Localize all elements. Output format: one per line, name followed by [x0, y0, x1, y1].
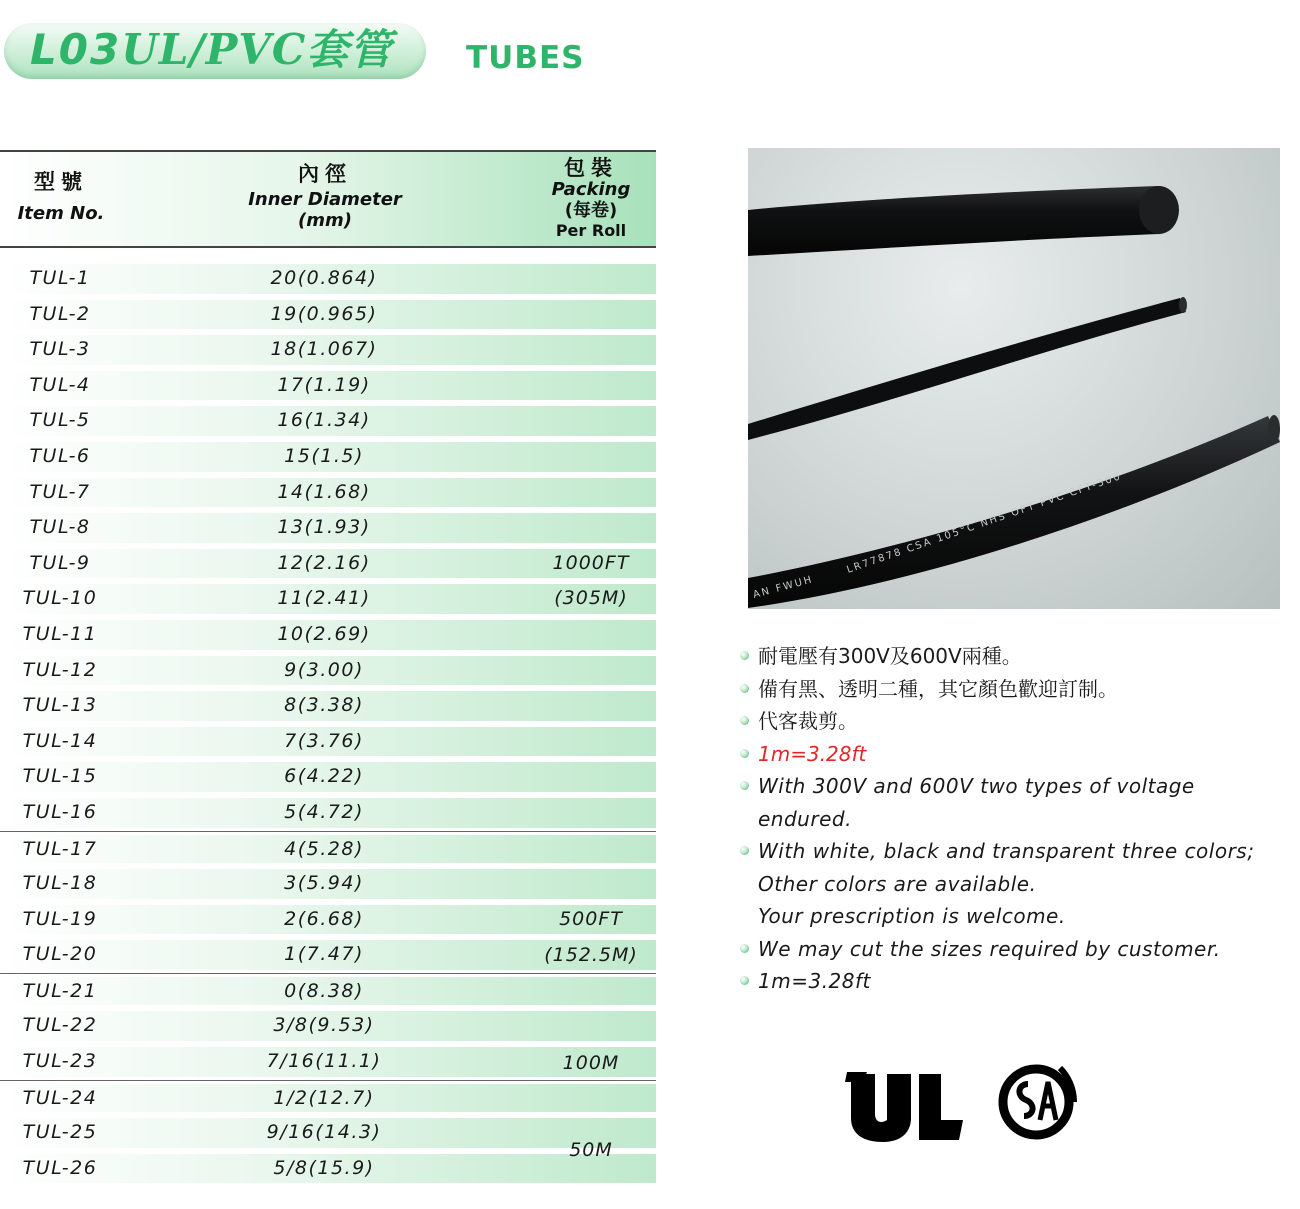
cell-item-no: TUL-23: [22, 1050, 98, 1073]
cell-item-no: TUL-12: [22, 658, 98, 681]
header-packing: 包裝 Packing (每卷) Per Roll: [551, 156, 631, 240]
bullet-icon: [740, 684, 749, 693]
table-row: [0, 759, 656, 795]
cell-inner-diameter: 1(7.47): [284, 943, 364, 966]
cell-item-no: TUL-19: [22, 907, 98, 930]
cell-inner-diameter: 3/8(9.53): [273, 1014, 375, 1037]
packing-152m: (152.5M): [544, 943, 638, 966]
table-row: [0, 261, 656, 297]
cell-item-no: TUL-11: [22, 622, 98, 645]
tube-printed-end: [1268, 415, 1280, 443]
cell-inner-diameter: 5/8(15.9): [273, 1156, 375, 1179]
title-code: L03: [30, 25, 122, 74]
cell-inner-diameter: 9(3.00): [284, 658, 364, 681]
cell-inner-diameter: 20(0.864): [270, 267, 378, 289]
cell-item-no: TUL-16: [22, 800, 98, 823]
tube-thin: [748, 298, 1186, 440]
cell-inner-diameter: 11(2.41): [277, 587, 371, 610]
packing-305m: (305M): [554, 587, 628, 610]
cell-inner-diameter: 7(3.76): [284, 729, 364, 752]
tube-print-text: LR77878 CSA 105°C NHS OFT PVC CFT-300: [845, 471, 1124, 576]
cell-inner-diameter: 1/2(12.7): [273, 1086, 375, 1109]
note-cutting-zh: 代客裁剪。: [738, 705, 1298, 738]
page-title: [30, 20, 392, 80]
note-cutting-en: We may cut the sizes required by customer.: [738, 933, 1298, 966]
csa-mark-icon: [998, 1058, 1078, 1146]
cell-inner-diameter: 19(0.965): [270, 302, 378, 325]
cell-inner-diameter: 7/16(11.1): [266, 1050, 382, 1073]
cell-item-no: TUL-20: [22, 943, 98, 966]
cell-inner-diameter: 3(5.94): [284, 872, 364, 895]
packing-50m: 50M: [569, 1139, 613, 1161]
spec-table: [0, 150, 656, 1186]
cell-inner-diameter: 15(1.5): [284, 444, 364, 467]
title-name: UL/PVC套管: [121, 25, 393, 74]
table-row: [0, 653, 656, 689]
cell-item-no: TUL-13: [22, 694, 98, 717]
cell-item-no: TUL-3: [29, 338, 91, 361]
cell-inner-diameter: 14(1.68): [277, 480, 371, 503]
table-row: [0, 510, 656, 546]
cell-item-no: TUL-18: [22, 872, 98, 895]
table-row: [0, 332, 656, 368]
cell-inner-diameter: 6(4.22): [284, 765, 364, 788]
table-row: [0, 688, 656, 724]
table-row: [0, 403, 656, 439]
table-row: [0, 475, 656, 511]
cell-item-no: TUL-22: [22, 1014, 98, 1037]
cell-inner-diameter: 2(6.68): [284, 907, 364, 930]
cell-inner-diameter: 13(1.93): [277, 516, 371, 539]
table-row: [0, 439, 656, 475]
table-row: [0, 724, 656, 760]
note-colors-en: With white, black and transparent three colors; Other colors are available. Your prescription is welcome.: [738, 835, 1298, 933]
cell-item-no: TUL-2: [29, 302, 91, 325]
note-conversion-red: 1m=3.28ft: [738, 738, 1298, 771]
cell-item-no: TUL-1: [29, 267, 91, 289]
bullet-icon: [740, 944, 749, 953]
cell-item-no: TUL-25: [22, 1121, 98, 1144]
cell-item-no: TUL-6: [29, 444, 91, 467]
cell-item-no: TUL-9: [29, 551, 91, 574]
table-body: [0, 261, 656, 1186]
note-voltage-en: With 300V and 600V two types of voltage endured.: [738, 770, 1298, 835]
cell-item-no: TUL-21: [22, 979, 98, 1002]
cell-item-no: TUL-4: [29, 373, 91, 396]
table-row: [0, 617, 656, 653]
table-row: [0, 1080, 656, 1116]
table-row: [0, 1008, 656, 1044]
ul-logo: [845, 1068, 965, 1148]
cell-item-no: TUL-8: [29, 516, 91, 539]
cell-inner-diameter: 18(1.067): [270, 338, 378, 361]
table-row: [0, 297, 656, 333]
cell-item-no: TUL-26: [22, 1156, 98, 1179]
cell-item-no: TUL-24: [22, 1086, 98, 1109]
bullet-icon: [740, 976, 749, 985]
tubes-illustration: [748, 148, 1280, 609]
tube-print-prefix: AN FWUH: [751, 574, 815, 601]
tube-thick: [748, 186, 1160, 256]
tube-thick-end: [1139, 186, 1179, 234]
table-header: [0, 150, 656, 248]
cell-inner-diameter: 16(1.34): [277, 409, 371, 432]
cell-inner-diameter: 5(4.72): [284, 800, 364, 823]
bullet-icon: [740, 846, 749, 855]
cell-inner-diameter: 17(1.19): [277, 373, 371, 396]
cell-item-no: TUL-15: [22, 765, 98, 788]
cell-item-no: TUL-7: [29, 480, 91, 503]
table-row: [0, 973, 656, 1009]
tube-thin-end: [1179, 297, 1187, 313]
cell-inner-diameter: 12(2.16): [277, 551, 371, 574]
packing-500ft: 500FT: [559, 908, 623, 930]
note-conversion-en: 1m=3.28ft: [738, 965, 1298, 998]
header-inner-diameter: 內徑 Inner Diameter (mm): [248, 162, 402, 231]
table-row: [0, 866, 656, 902]
cell-inner-diameter: 9/16(14.3): [266, 1121, 382, 1144]
packing-1000ft: 1000FT: [552, 551, 630, 574]
table-row: [0, 368, 656, 404]
cell-item-no: TUL-10: [22, 587, 98, 610]
table-row: [0, 831, 656, 867]
cell-item-no: TUL-14: [22, 729, 98, 752]
ul-mark-icon: [845, 1068, 965, 1144]
table-row: [0, 795, 656, 831]
title-english: TUBES: [466, 40, 585, 76]
csa-logo: [998, 1058, 1078, 1150]
cell-item-no: TUL-5: [29, 409, 91, 432]
note-voltage-zh: 耐電壓有300V及600V兩種。: [738, 640, 1298, 673]
cell-inner-diameter: 0(8.38): [284, 979, 364, 1002]
cell-inner-diameter: 4(5.28): [284, 837, 364, 860]
product-photo: [748, 148, 1280, 609]
feature-notes: [738, 640, 1298, 998]
cell-item-no: TUL-17: [22, 837, 98, 860]
bullet-icon: [740, 749, 749, 758]
bullet-icon: [740, 781, 749, 790]
note-colors-zh: 備有黑、透明二種，其它顏色歡迎訂制。: [738, 673, 1298, 706]
header-item-no: 型號 Item No.: [17, 170, 105, 225]
bullet-icon: [740, 651, 749, 660]
cell-inner-diameter: 10(2.69): [277, 622, 371, 645]
packing-100m: 100M: [562, 1052, 620, 1074]
cell-inner-diameter: 8(3.38): [284, 694, 364, 717]
bullet-icon: [740, 716, 749, 725]
